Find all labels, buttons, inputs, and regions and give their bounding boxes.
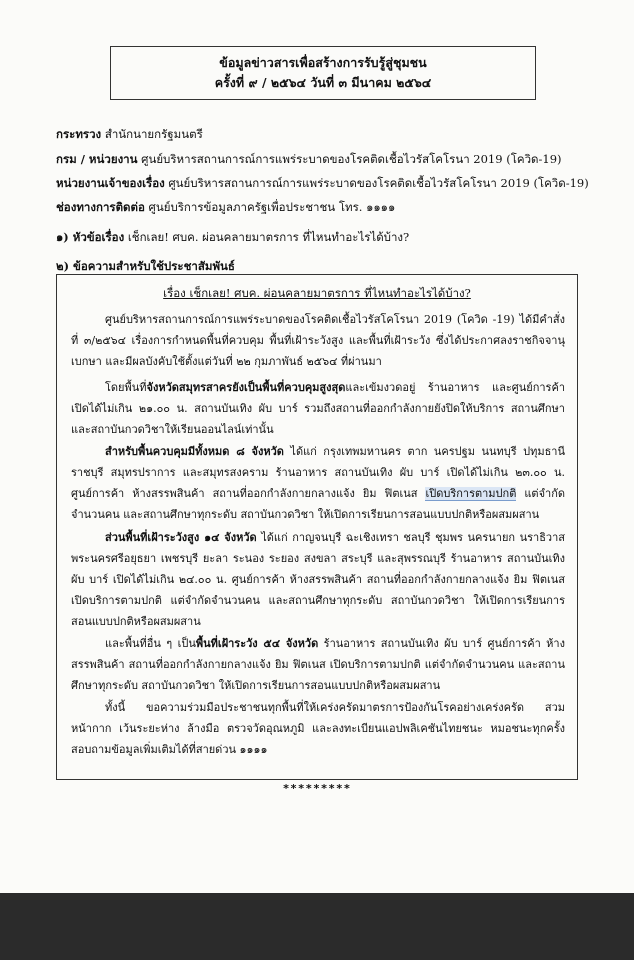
paragraph-2 — [71, 377, 565, 440]
contact-label: ช่องทางการติดต่อ — [56, 200, 145, 214]
topic-value: เช็กเลย! ศบค. ผ่อนคลายมาตรการ ที่ไหนทำอะไรได้บ้าง? — [127, 230, 410, 244]
p2-rest: และเข้มงวดอยู่ ร้านอาหาร และศูนย์การค้า เปิดได้ไม่เกิน ๒๑.๐๐ น. สถานบันเทิง ผับ บาร์ รวมถึงสถานที่ออกกำลังกายยังปิดให้บริการ สถานศึกษา และสถาบันกวดวิชาให้เรียนออนไลน์เท่านั้น — [71, 381, 565, 436]
p3-rest: ได้แก่ กรุงเทพมหานคร ตาก นครปฐม นนทบุรี ปทุมธานี ราชบุรี สมุทรปราการ และสมุทรสงคราม ร้านอาหาร สถานบันเทิง ผับ บาร์ เปิดได้ไม่เกิน ๒๓.๐๐ น. ศูนย์การค้า ห้างสรรพสินค้า สถานที่ออกกำลังกายกลางแจ้ง ยิม ฟิตเนส — [71, 445, 566, 500]
p5-prefix: และพื้นที่อื่น ๆ เป็น — [105, 637, 196, 650]
owner-value: ศูนย์บริหารสถานการณ์การแพร่ระบาดของโรคติดเชื้อไวรัสโคโรนา 2019 (โควิด-19) — [168, 176, 589, 190]
p2-prefix: โดยพื้นที่ — [105, 381, 147, 394]
owner-label: หน่วยงานเจ้าของเรื่อง — [56, 176, 165, 190]
meta-department — [56, 151, 562, 167]
header-box — [110, 46, 536, 100]
p1-text: ศูนย์บริหารสถานการณ์การแพร่ระบาดของโรคติดเชื้อไวรัสโคโรนา 2019 (โควิด -19) ได้มีคำสั่งที่ ๓/๒๕๖๔ เรื่องการกำหนดพื้นที่ควบคุม พื้นที่เฝ้าระวังสูง และพื้นที่เฝ้าระวัง ซึ่งได้ประกาศลงราชกิจจานุเบกษา และมีผลบังคับใช้ตั้งแต่วันที่ ๒๒ กุมภาพันธ์ ๒๕๖๔ ที่ผ่านมา — [71, 313, 565, 368]
end-marker: ********* — [282, 782, 352, 795]
header-issue: ครั้งที่ ๙ / ๒๕๖๔ วันที่ ๓ มีนาคม ๒๕๖๔ — [214, 75, 432, 90]
header-title: ข้อมูลข่าวสารเพื่อสร้างการรับรู้สู่ชุมชน — [219, 55, 427, 70]
p5-rest: ร้านอาหาร สถานบันเทิง ผับ บาร์ ศูนย์การค้า ห้างสรรพสินค้า สถานที่ออกกำลังกายกลางแจ้ง ยิม ฟิตเนส เปิดบริการตามปกติ แต่จำกัดจำนวนคน และสถานศึกษาทุกระดับ สถาบันกวดวิชา ให้เปิดการเรียนการสอนแบบปกติหรือผสมผสาน — [71, 637, 565, 692]
paragraph-6 — [71, 697, 565, 760]
ministry-value: สำนักนายกรัฐมนตรี — [104, 127, 203, 141]
paragraph-3 — [71, 441, 565, 525]
paragraph-1 — [71, 309, 565, 372]
p4-bold: ส่วนพื้นที่เฝ้าระวังสูง ๑๔ จังหวัด — [105, 531, 257, 544]
pr-heading: ๒) ข้อความสำหรับใช้ประชาสัมพันธ์ — [56, 259, 235, 273]
p4-rest: ได้แก่ กาญจนบุรี ฉะเชิงเทรา ชลบุรี ชุมพร นครนายก นราธิวาส พระนครศรีอยุธยา เพชรบุรี ยะลา ระนอง ระยอง สงขลา สระบุรี และสุพรรณบุรี ร้านอาหาร สถานบันเทิง ผับ บาร์ เปิดได้ไม่เกิน ๒๔.๐๐ น. ศูนย์การค้า ห้างสรรพสินค้า สถานที่ออกกำลังกายกลางแจ้ง ยิม ฟิตเนส เปิดบริการตามปกติ แต่จำกัดจำนวนคน และสถานศึกษาทุกระดับ สถาบันกวดวิชา ให้เปิดการเรียนการสอนแบบปกติหรือผสมผสาน — [71, 531, 565, 628]
news-title: เรื่อง เช็กเลย! ศบค. ผ่อนคลายมาตรการ ที่ไหนทำอะไรได้บ้าง? — [163, 286, 471, 300]
p3-bold: สำหรับพื้นควบคุมมีทั้งหมด ๘ จังหวัด — [105, 445, 284, 458]
meta-ministry — [56, 126, 203, 142]
meta-topic — [56, 229, 409, 245]
paragraph-4 — [71, 527, 565, 632]
p3-highlight: เปิดบริการตามปกติ — [425, 487, 517, 500]
content-box — [56, 274, 578, 780]
meta-owner — [56, 175, 589, 191]
dept-value: ศูนย์บริหารสถานการณ์การแพร่ระบาดของโรคติดเชื้อไวรัสโคโรนา 2019 (โควิด-19) — [141, 152, 562, 166]
ministry-label: กระทรวง — [56, 127, 102, 141]
p2-bold: จังหวัดสมุทรสาครยังเป็นพื้นที่ควบคุมสูงสุด — [146, 381, 346, 394]
topic-label: ๑) หัวข้อเรื่อง — [56, 230, 125, 244]
p6-text: ทั้งนี้ ขอความร่วมมือประชาชนทุกพื้นที่ให้เคร่งครัดมาตรการป้องกันโรคอย่างเคร่งครัด สวมหน้ากาก เว้นระยะห่าง ล้างมือ ตรวจวัดอุณหภูมิ และลงทะเบียนแอปพลิเคชันไทยชนะ หมอชนะทุกครั้ง สอบถามข้อมูลเพิ่มเติมได้ที่สายด่วน ๑๑๑๑ — [71, 701, 565, 756]
dept-label: กรม / หน่วยงาน — [56, 152, 138, 166]
paragraph-5 — [71, 633, 565, 696]
p5-bold: พื้นที่เฝ้าระวัง ๕๔ จังหวัด — [195, 637, 319, 650]
p3-tail: แต่จำกัดจำนวนคน และสถานศึกษาทุกระดับ สถาบันกวดวิชา ให้เปิดการเรียนการสอนแบบปกติหรือผสมผสาน — [71, 487, 565, 521]
meta-contact — [56, 199, 395, 215]
contact-value: ศูนย์บริการข้อมูลภาครัฐเพื่อประชาชน โทร. ๑๑๑๑ — [148, 200, 396, 214]
